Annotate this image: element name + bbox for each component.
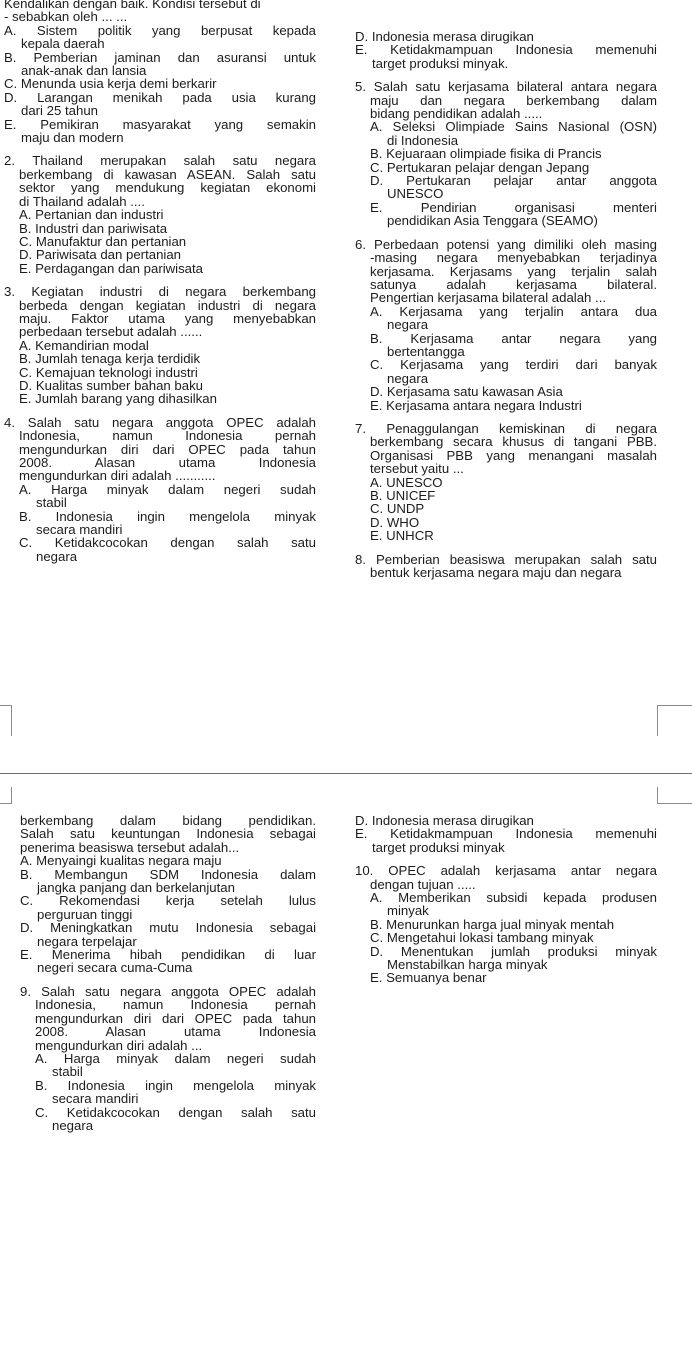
text-line: D. Indonesia merasa dirugikan [355, 29, 534, 44]
question-stem [355, 238, 657, 305]
text-line: C. Manufaktur dan pertanian [19, 233, 187, 249]
text-line: pendidikan Asia Tenggara (SEAMO) [387, 213, 598, 229]
text-line: C. Mengetahui lokasi tambang minyak [370, 930, 594, 946]
text-line: maju dan modern [21, 130, 124, 146]
text-line: mengundurkan diri adalah ... [35, 1037, 203, 1053]
text-line: target produksi minyak [372, 839, 505, 855]
answer-option[interactable] [4, 392, 316, 405]
text-line: negara [52, 1117, 94, 1133]
text-line: 9. Salah satu negara anggota OPEC adalah [20, 983, 316, 999]
text-line: B. Industri dan pariwisata [19, 220, 168, 236]
answer-option[interactable] [20, 921, 316, 948]
question-block [355, 238, 657, 412]
text-line: E. Jumlah barang yang dihasilkan [19, 391, 217, 407]
answer-option[interactable] [355, 489, 657, 502]
answer-option[interactable] [20, 854, 316, 867]
answer-option[interactable] [355, 385, 657, 398]
text-line: B. Kerjasama antar negara yang [370, 330, 657, 346]
text-line: berkembang secara khusus di tangani PBB. [370, 434, 657, 450]
text-line: kepala daerah [21, 36, 105, 52]
question-block [355, 553, 657, 580]
text-line: C. Pertukaran pelajar dengan Jepang [370, 159, 590, 175]
answer-option[interactable] [4, 536, 316, 563]
text-line: A. Memberikan subsidi kepada produsen [370, 890, 657, 906]
text-line: negara terpelajar [37, 933, 137, 949]
answer-option[interactable] [4, 262, 316, 275]
text-line: mengundurkan diri dari OPEC pada tahun [19, 441, 316, 457]
text-line: stabil [52, 1064, 83, 1080]
answer-option[interactable] [20, 894, 316, 921]
text-line: D. WHO [370, 514, 420, 530]
text-line: - sebabkan oleh ... ... [4, 9, 128, 25]
text-line: di Thailand adalah .... [19, 193, 145, 209]
text-line: berkembang dalam bidang pendidikan. [20, 813, 316, 828]
answer-option[interactable] [4, 510, 316, 537]
answer-option[interactable] [4, 483, 316, 510]
page-corner-mark [0, 787, 12, 804]
question-stem [20, 985, 316, 1052]
question-block [4, 24, 316, 145]
question-block [355, 80, 657, 227]
text-line: E. Pendirian organisasi menteri [370, 199, 657, 215]
text-line: -masing negara menyebabkan terjadinya [370, 250, 657, 266]
text-line: minyak [387, 903, 429, 919]
text-line: A. Harga minyak dalam negeri sudah [35, 1050, 316, 1066]
text-line: negara [387, 370, 429, 386]
answer-option[interactable] [4, 51, 316, 78]
text-line: B. Membangun SDM Indonesia dalam [20, 866, 316, 882]
text-line: UNESCO [387, 186, 444, 202]
answer-option[interactable] [4, 235, 316, 248]
text-line: bentuk kerjasama negara maju dan negara [370, 565, 622, 581]
text-line: E. Perdagangan dan pariwisata [19, 260, 204, 276]
text-line: di Indonesia [387, 132, 459, 148]
text-line: Kendalikan dengan baik. Kondisi tersebut di [4, 0, 261, 11]
text-line: B. UNICEF [370, 488, 436, 503]
text-line: Menstabilkan harga minyak [387, 957, 548, 973]
text-line: 10. OPEC adalah kerjasama antar negara [355, 863, 657, 879]
text-line: C. Ketidakcocokan dengan salah satu [19, 535, 316, 551]
text-line: stabil [36, 495, 67, 511]
text-line: C. Kemajuan teknologi industri [19, 364, 198, 380]
text-line: Salah satu keuntungan Indonesia sebagai [20, 826, 316, 842]
text-line: D. Menentukan jumlah produksi minyak [370, 943, 657, 959]
text-line: D. Pertukaran pelajar antar anggota [370, 173, 657, 189]
text-line: D. Kerjasama satu kawasan Asia [370, 384, 563, 400]
text-line: B. Jumlah tenaga kerja terdidik [19, 351, 201, 367]
text-line: E. Ketidakmampuan Indonesia memenuhi [355, 42, 657, 58]
text-line: C. Ketidakcocokan dengan salah satu [35, 1104, 316, 1120]
question-block [4, 416, 316, 563]
answer-option[interactable] [355, 120, 657, 147]
text-line: E. Ketidakmampuan Indonesia memenuhi [355, 826, 657, 842]
text-line: A. Seleksi Olimpiade Sains Nasional (OSN) [370, 119, 657, 135]
page1-right-column [355, 30, 657, 579]
text-line: berkembang di kawasan ASEAN. Salah satu [19, 166, 316, 182]
text-line: A. Kerjasama yang terjalin antara dua [370, 303, 657, 319]
text-line: A. Menyaingi kualitas negara maju [20, 853, 222, 869]
text-line: B. Kejuaraan olimpiade fisika di Prancis [370, 146, 602, 162]
text-line: 2. Thailand merupakan salah satu negara [4, 153, 316, 169]
text-line: penerima beasiswa tersebut adalah... [20, 839, 240, 855]
answer-option[interactable] [20, 948, 316, 975]
answer-option[interactable] [355, 931, 657, 944]
answer-option[interactable] [20, 868, 316, 895]
answer-option[interactable] [355, 476, 657, 489]
text-line: kerjasama. Kerjasams yang terjalin salah [370, 263, 657, 279]
page-corner-mark [657, 705, 692, 736]
question-stem [20, 814, 316, 854]
answer-option[interactable] [4, 208, 316, 221]
text-line: Indonesia, namun Indonesia pernah [35, 997, 316, 1013]
text-line: E. Pemikiran masyarakat yang semakin [4, 116, 316, 132]
text-line: C. UNDP [370, 501, 425, 517]
text-line: negeri secara cuma-Cuma [37, 960, 193, 976]
text-line: negara [387, 317, 429, 333]
page2-left-column [20, 814, 316, 1132]
answer-option[interactable] [4, 91, 316, 118]
answer-option[interactable] [355, 305, 657, 332]
text-line: B. Menurunkan harga jual minyak mentah [370, 916, 615, 932]
answer-option[interactable] [4, 77, 316, 90]
answer-option[interactable] [4, 352, 316, 365]
text-line: A. Harga minyak dalam negeri sudah [19, 481, 316, 497]
text-line: 4. Salah satu negara anggota OPEC adalah [4, 414, 316, 430]
text-line: A. Sistem politik yang berpusat kepada [4, 22, 316, 38]
text-line: A. Kemandirian modal [19, 337, 149, 353]
question-stem [4, 285, 316, 339]
text-line: D. Pariwisata dan pertanian [19, 247, 182, 263]
text-line: secara mandiri [36, 522, 123, 538]
question-block [20, 814, 316, 975]
text-line: secara mandiri [52, 1091, 139, 1107]
answer-option[interactable] [355, 30, 657, 43]
text-line: C. Menunda usia kerja demi berkarir [4, 76, 217, 92]
answer-option[interactable] [355, 502, 657, 515]
text-line: Pengertian kerjasama bilateral adalah ... [370, 290, 607, 306]
question-stem [4, 416, 316, 483]
text-line: A. UNESCO [370, 474, 443, 490]
answer-option[interactable] [4, 366, 316, 379]
text-line: satunya adalah kerjasama bilateral. [370, 276, 657, 292]
text-line: 7. Penaggulangan kemiskinan di negara [355, 420, 657, 436]
answer-option[interactable] [355, 827, 657, 854]
text-line: D. Meningkatkan mutu Indonesia sebagai [20, 920, 316, 936]
text-line: bidang pendidikan adalah ..... [370, 106, 543, 122]
question-block [355, 864, 657, 985]
answer-option[interactable] [4, 118, 316, 145]
question-block [4, 154, 316, 275]
answer-option[interactable] [355, 201, 657, 228]
text-line: target produksi minyak. [372, 55, 509, 71]
text-line: 3. Kegiatan industri di negara berkembang [4, 284, 316, 300]
answer-option[interactable] [355, 174, 657, 201]
answer-option[interactable] [355, 918, 657, 931]
text-line: berbeda dengan kegiatan industri di negara [19, 297, 316, 313]
answer-option[interactable] [355, 516, 657, 529]
answer-option[interactable] [4, 222, 316, 235]
page2-right-column [355, 814, 657, 985]
question-stem [355, 864, 657, 891]
text-line: sektor yang mendukung kegiatan ekonomi [19, 180, 316, 196]
answer-option[interactable] [4, 339, 316, 352]
answer-option[interactable] [20, 1106, 316, 1133]
text-line: D. Kualitas sumber bahan baku [19, 377, 204, 393]
text-line: perguruan tinggi [37, 906, 133, 922]
question-block [20, 985, 316, 1132]
text-line: B. Indonesia ingin mengelola minyak [35, 1077, 316, 1093]
answer-option[interactable] [355, 945, 657, 972]
text-line: bertentangga [387, 343, 465, 359]
question-block [4, 285, 316, 406]
text-line: negara [36, 548, 78, 564]
text-line: B. Indonesia ingin mengelola minyak [19, 508, 316, 524]
page-divider [0, 773, 692, 774]
text-line: E. UNHCR [370, 528, 434, 544]
text-line: dari 25 tahun [21, 103, 98, 119]
question-stem [355, 422, 657, 476]
question-block [355, 30, 657, 70]
question-block [355, 422, 657, 543]
page-corner-mark [0, 705, 12, 736]
text-line: 2008. Alasan utama Indonesia [19, 455, 316, 470]
text-line: D. Indonesia merasa dirugikan [355, 813, 534, 828]
text-line: mengundurkan diri adalah ........... [19, 468, 216, 484]
text-line: Organisasi PBB yang menangani masalah [370, 447, 657, 463]
text-line: dengan tujuan ..... [370, 876, 476, 892]
text-line: 2008. Alasan utama Indonesia [35, 1024, 316, 1040]
text-line: 6. Perbedaan potensi yang dimiliki oleh masing [355, 236, 657, 252]
answer-option[interactable] [4, 248, 316, 261]
text-line: A. Pertanian dan industri [19, 207, 164, 223]
answer-option[interactable] [355, 161, 657, 174]
answer-option[interactable] [355, 891, 657, 918]
text-line: maju dan negara berkembang dalam [370, 92, 657, 108]
text-line: 8. Pemberian beasiswa merupakan salah satu [355, 551, 657, 567]
text-line: E. Semuanya benar [370, 970, 487, 986]
text-line: tersebut yaitu ... [370, 461, 464, 477]
answer-option[interactable] [355, 814, 657, 827]
question-stem [355, 553, 657, 580]
text-line: maju. Faktor utama yang menyebabkan [19, 310, 316, 326]
question-stem [4, 154, 316, 208]
text-line: B. Pemberian jaminan dan asuransi untuk [4, 49, 316, 65]
answer-option[interactable] [355, 529, 657, 542]
answer-option[interactable] [20, 1052, 316, 1079]
answer-option[interactable] [355, 399, 657, 412]
answer-option[interactable] [4, 379, 316, 392]
answer-option[interactable] [355, 358, 657, 385]
question-block [355, 814, 657, 854]
text-line: D. Larangan menikah pada usia kurang [4, 89, 316, 105]
question-stem [355, 80, 657, 120]
answer-option[interactable] [355, 971, 657, 984]
answer-option[interactable] [4, 24, 316, 51]
text-line: E. Menerima hibah pendidikan di luar [20, 947, 316, 963]
answer-option[interactable] [355, 43, 657, 70]
text-line: C. Rekomendasi kerja setelah lulus [20, 893, 316, 909]
answer-option[interactable] [355, 332, 657, 359]
text-line: anak-anak dan lansia [21, 63, 147, 79]
page1-left-column [4, 0, 316, 563]
text-line: mengundurkan diri dari OPEC pada tahun [35, 1010, 316, 1026]
text-line: Indonesia, namun Indonesia pernah [19, 428, 316, 444]
page-corner-mark [657, 787, 692, 804]
answer-option[interactable] [20, 1079, 316, 1106]
question-block [4, 0, 316, 24]
text-line: jangka panjang dan berkelanjutan [37, 880, 235, 896]
text-line: E. Kerjasama antara negara Industri [370, 397, 582, 413]
text-line: C. Kerjasama yang terdiri dari banyak [370, 357, 657, 373]
text-line: 5. Salah satu kerjasama bilateral antara negara [355, 79, 657, 95]
answer-option[interactable] [355, 147, 657, 160]
text-line: perbedaan tersebut adalah ...... [19, 324, 203, 340]
